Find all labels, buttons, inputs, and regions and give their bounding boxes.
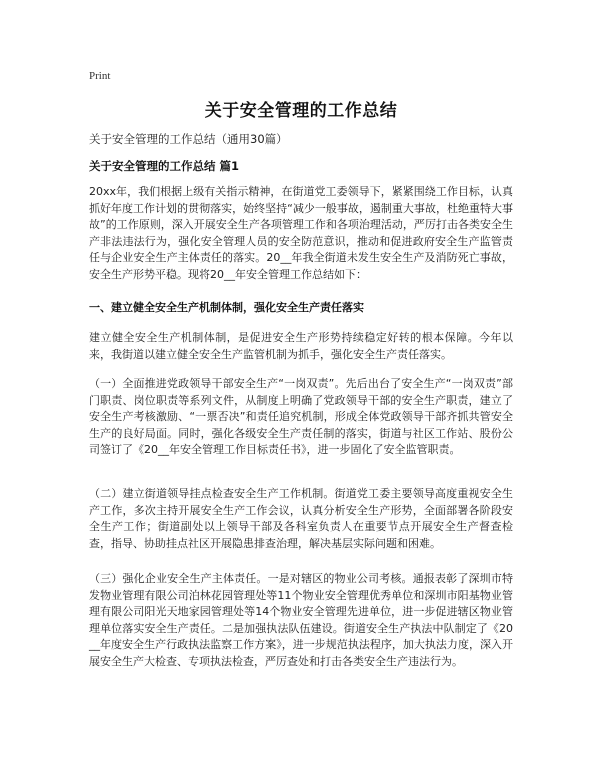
paragraph-point-two: （二）建立街道领导挂点检查安全生产工作机制。街道党工委主要领导高度重视安全生产工作，多次主持开展安全生产工作会议，认真分析安全生产形势，全面部署各阶段安全生产工作；街道副处以上领导干部及各科室负责人在重要节点开展安全生产督查检查，指导、协助挂点社区开展隐患排查治理，解决基层实际问题和困难。: [89, 487, 513, 550]
subheading-mechanism: 一、建立健全安全生产机制体制，强化安全生产责任落实: [89, 301, 364, 314]
paragraph-intro: 20xx年，我们根据上级有关指示精神，在街道党工委领导下，紧紧围绕工作目标，认真抓好年度工作计划的贯彻落实，始终坚持“减少一般事故，遏制重大事故，杜绝重特大事故”的工作原则，深入开展安全生产各项管理工作和各项治理活动，严厉打击各类安全生产非法违法行为，强化安全管理人员的安全防范意识，推动和促进政府安全生产监管责任与企业安全生产主体责任的落实。20__年我全街道未发生安全生产及消防死亡事故，安全生产形势平稳。现将20__年安全管理工作总结如下：: [89, 185, 513, 281]
print-link[interactable]: Print: [89, 70, 111, 82]
paragraph-point-three: （三）强化企业安全生产主体责任。一是对辖区的物业公司考核。通报表彰了深圳市特发物业管理有限公司泊林花园管理处等11个物业安全管理优秀单位和深圳市阳基物业管理有限公司阳光天地家园管理处等14个物业安全管理先进单位，进一步促进辖区物业管理单位落实安全生产责任。二是加强执法队伍建设。街道安全生产执法中队制定了《20__年度安全生产行政执法监察工作方案》，进一步规范执法程序，加大执法力度，深入开展安全生产大检查、专项执法检查，严厉查处和打击各类安全生产违法行为。: [89, 572, 513, 668]
paragraph-point-one: （一）全面推进党政领导干部安全生产“一岗双责”。先后出台了安全生产“一岗双责”部门职责、岗位职责等系列文件，从制度上明确了党政领导干部的安全生产职责，建立了安全生产考核激励、“一票否决”和责任追究机制，形成全体党政领导干部齐抓共管安全生产的良好局面。同时，强化各级安全生产责任制的落实，街道与社区工作站、股份公司签订了《20__年安全管理工作目标责任书》，进一步固化了安全监管职责。: [89, 377, 513, 456]
document-subtitle: 关于安全管理的工作总结（通用30篇）: [89, 132, 288, 146]
section-heading: 关于安全管理的工作总结 篇1: [89, 159, 240, 173]
document-title: 关于安全管理的工作总结: [204, 101, 398, 121]
paragraph-mechanism: 建立健全安全生产机制体制，是促进安全生产形势持续稳定好转的根本保障。今年以来，我街道以建立健全安全生产监管机制为抓手，强化安全生产责任落实。: [89, 331, 513, 361]
